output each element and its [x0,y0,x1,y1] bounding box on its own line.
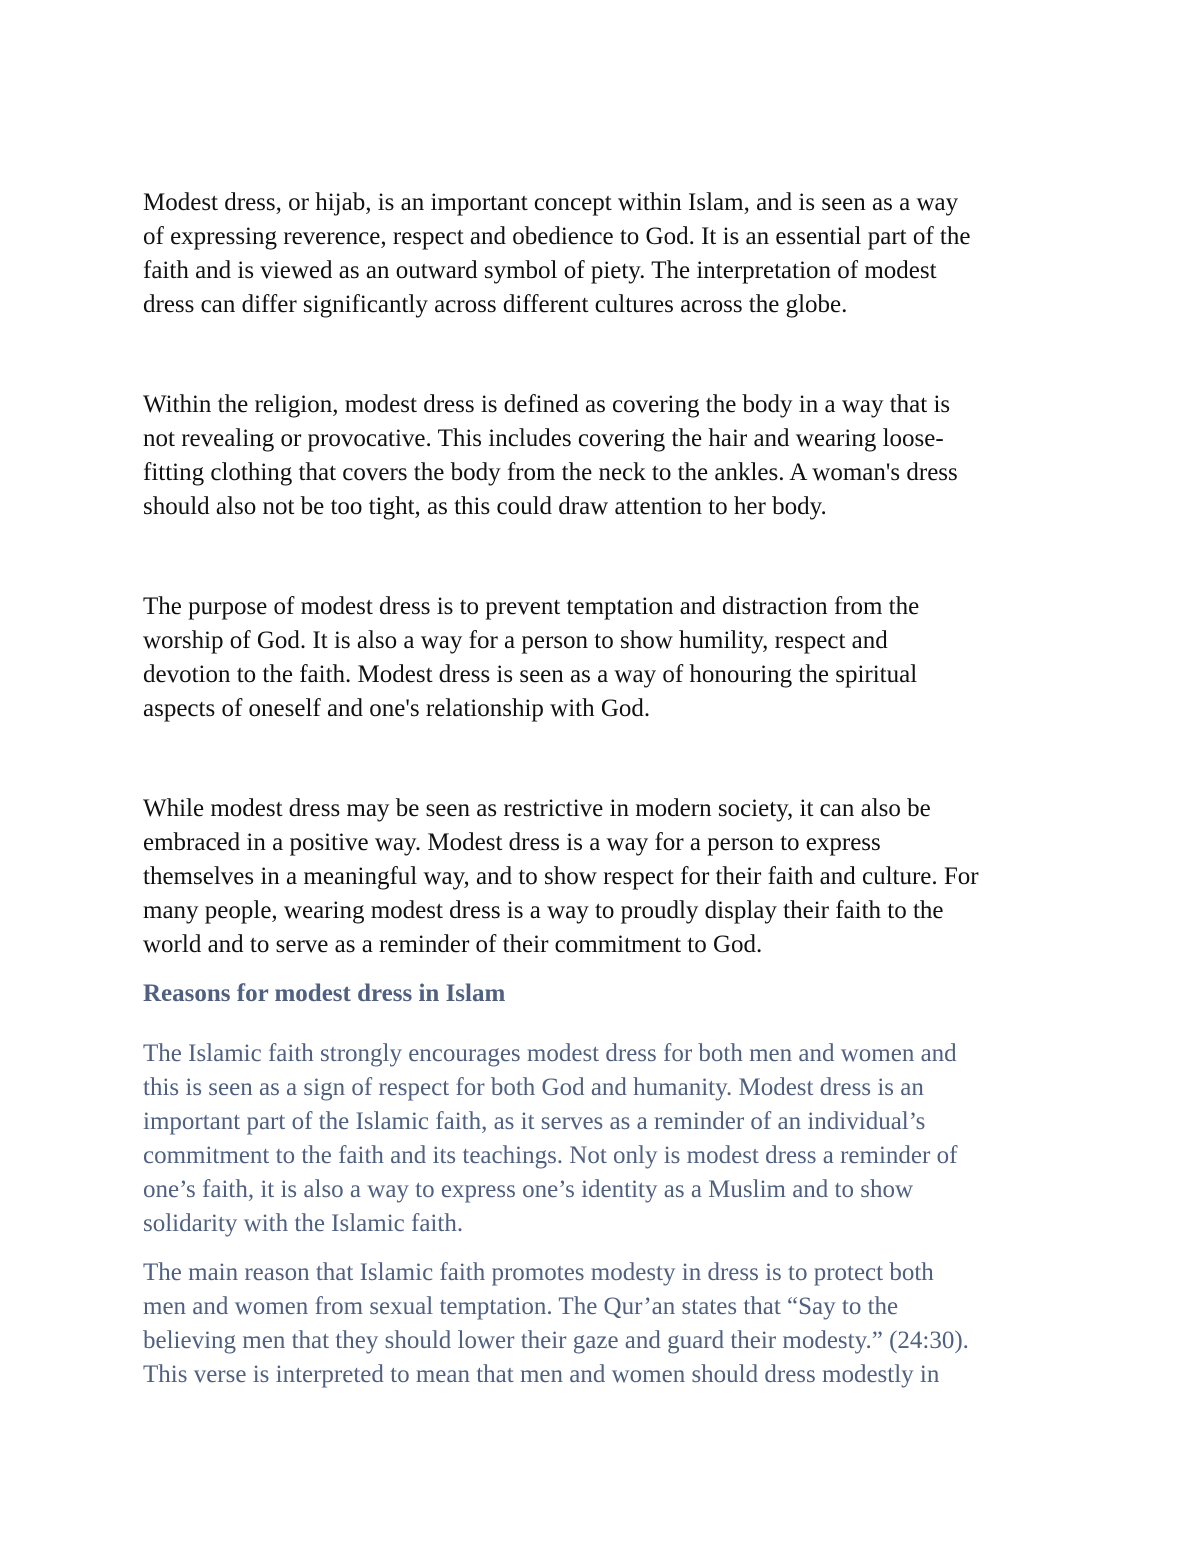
definition-paragraph: Within the religion, modest dress is defined as covering the body in a way that is not revealing or provocative. This includes covering the hair and wearing loose- fitting clothing that covers the body from the neck to the ankles. A woman's dress should also not be too tight, as this could draw attention to her body. [143,391,958,520]
section-heading: Reasons for modest dress in Islam [143,980,506,1007]
section-paragraph-2: The main reason that Islamic faith promotes modesty in dress is to protect both men and women from sexual temptation. The Qur’an states that “Say to the believing men that they should lower their gaze and guard their modesty.” (24:30). This verse is interpreted to mean that men and women should dress modestly in [143,1259,969,1388]
intro-paragraph: Modest dress, or hijab, is an important concept within Islam, and is seen as a way of expressing reverence, respect and obedience to God. It is an essential part of the faith and is viewed as an outward symbol of piety. The interpretation of modest dress can differ significantly across different cultures across the globe. [143,189,971,318]
modern-society-paragraph: While modest dress may be seen as restrictive in modern society, it can also be embraced in a positive way. Modest dress is a way for a person to express themselves in a meaningful way, and to show respect for their faith and culture. For many people, wearing modest dress is a way to proudly display their faith to the world and to serve as a reminder of their commitment to God. [143,795,979,958]
purpose-paragraph: The purpose of modest dress is to prevent temptation and distraction from the worship of God. It is also a way for a person to show humility, respect and devotion to the faith. Modest dress is seen as a way of honouring the spiritual aspects of oneself and one's relationship with God. [143,593,920,722]
section-paragraph-1: The Islamic faith strongly encourages modest dress for both men and women and this is seen as a sign of respect for both God and humanity. Modest dress is an important part of the Islamic faith, as it serves as a reminder of an individual’s commitment to the faith and its teachings. Not only is modest dress a reminder of one’s faith, it is also a way to express one’s identity as a Muslim and to show solidarity with the Islamic faith. [143,1040,958,1237]
